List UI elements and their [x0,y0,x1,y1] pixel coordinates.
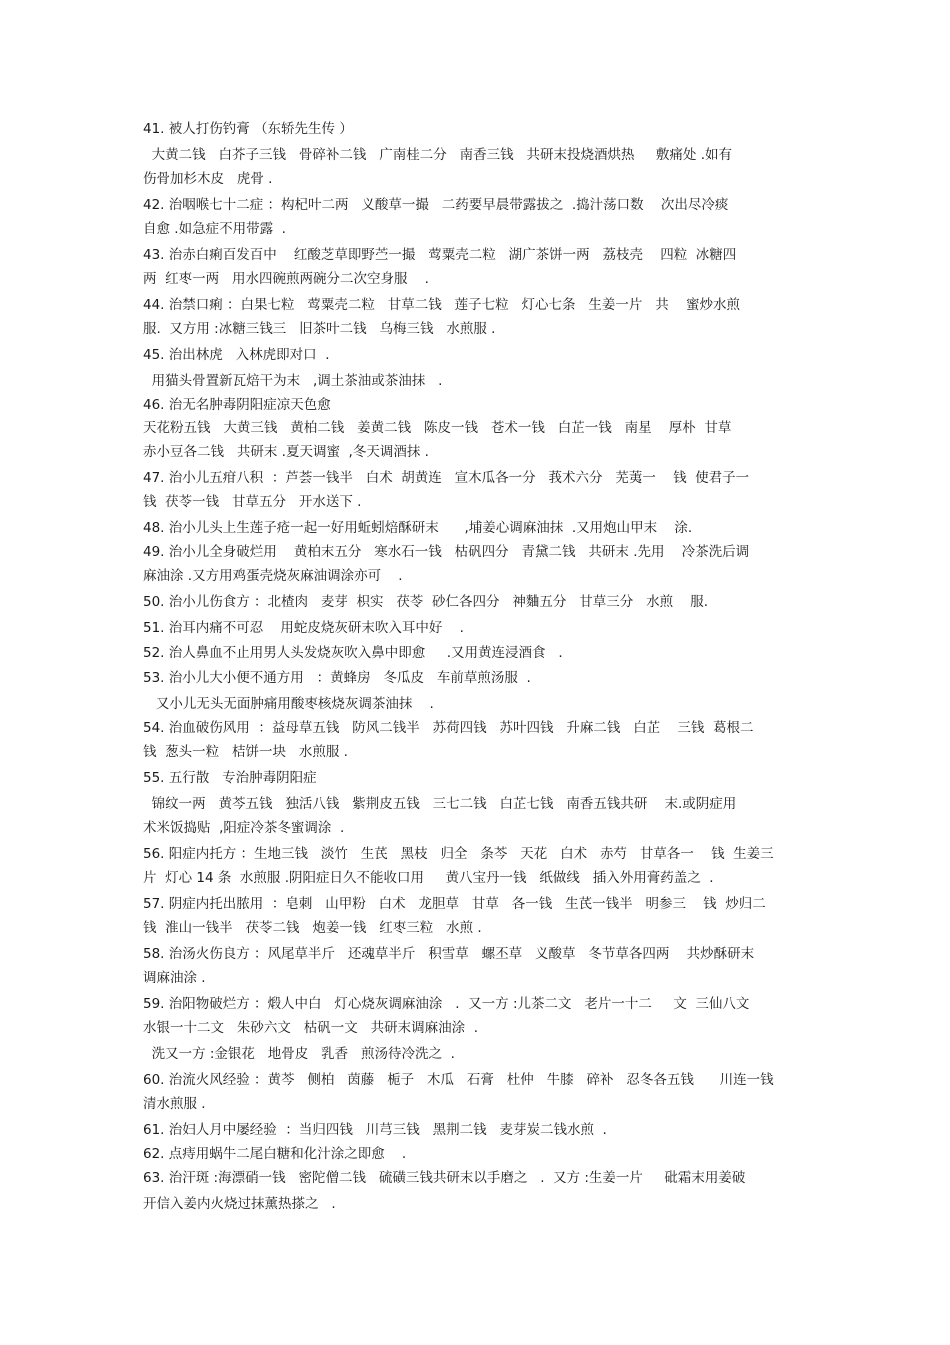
text-line: 49. 治小儿全身破烂用 黄柏末五分 寒水石一钱 枯矾四分 青黛二钱 共研末 .先用 冷茶洗后调 [143,544,750,560]
text-line: 天花粉五钱 大黄三钱 黄柏二钱 姜黄二钱 陈皮一钱 苍术一钱 白芷一钱 南星 厚朴 甘草 [143,420,732,436]
text-line: 62. 点痔用蜗牛二尾白糖和化汁涂之即愈 . [143,1146,407,1162]
text-line: 60. 治流火风经验 ：黄芩 侧柏 茵藤 栀子 木瓜 石膏 杜仲 牛膝 碎补 忍冬各五钱 川连一钱 [143,1072,774,1088]
text-line: 调麻油涂 . [143,970,206,986]
text-line: 45. 治出林虎 入林虎即对口 . [143,347,330,363]
text-line: 47. 治小儿五疳八积 ：芦荟一钱半 白术 胡黄连 宣木瓜各一分 莪术六分 芜荑一 钱 使君子一 [143,470,750,486]
text-line: 洗又一方 :金银花 地骨皮 乳香 煎汤待冷洗之 . [143,1046,455,1062]
text-line: 63. 治汗斑 :海漂硝一钱 密陀僧二钱 硫磺三钱共研末以手磨之 . 又方 :生姜一片 砒霜末用姜破 [143,1170,746,1186]
text-line: 56. 阳症内托方 ：生地三钱 淡竹 生芪 黑枝 归全 条芩 天花 白术 赤芍 甘草各一 钱 生姜三 [143,846,774,862]
text-line: 50. 治小儿伤食方 ：北楂肉 麦芽 枳实 茯苓 砂仁各四分 神麯五分 甘草三分 水煎 服. [143,594,709,610]
text-line: 钱 淮山一钱半 茯苓二钱 炮姜一钱 红枣三粒 水煎 . [143,920,482,936]
text-line: 51. 治耳内痛不可忍 用蛇皮烧灰研末吹入耳中好 . [143,620,464,636]
text-line: 59. 治阳物破烂方 ：煅人中白 灯心烧灰调麻油涂 . 又一方 :儿茶二文 老片一十二 文 三仙八文 [143,996,750,1012]
text-line: 58. 治汤火伤良方 ：风尾草半斤 还魂草半斤 积雪草 螺丕草 义酸草 冬节草各四两 共炒酥研末 [143,946,755,962]
text-line: 48. 治小儿头上生莲子疮一起一好用蚯蚓焙酥研末 ,埔姜心调麻油抹 .又用炮山甲末 涂. [143,520,693,536]
text-line: 清水煎服 . [143,1096,206,1112]
text-line: 钱 葱头一粒 桔饼一块 水煎服 . [143,744,348,760]
text-line: 伤骨加杉木皮 虎骨 . [143,171,273,187]
text-line: 两 红枣一两 用水四碗煎两碗分二次空身服 . [143,271,429,287]
text-line: 54. 治血破伤风用 ：益母草五钱 防风二钱半 苏荷四钱 苏叶四钱 升麻二钱 白芷 三钱 葛根二 [143,720,754,736]
text-line: 赤小豆各二钱 共研末 .夏天调蜜 ,冬天调酒抹 . [143,444,429,460]
text-line: 44. 治禁口痢 ：白果七粒 莺粟壳二粒 甘草二钱 莲子七粒 灯心七条 生姜一片 共 蜜炒水煎 [143,297,740,313]
text-line: 53. 治小儿大小便不通方用 ：黄蜂房 冬瓜皮 车前草煎汤服 . [143,670,531,686]
text-line: 麻油涂 .又方用鸡蛋壳烧灰麻油调涂亦可 . [143,568,403,584]
text-line: 55. 五行散 专治肿毒阴阳症 [143,770,317,786]
text-line: 46. 治无名肿毒阴阳症凉天色愈 [143,397,331,413]
text-line: 水银一十二文 朱砂六文 枯矾一文 共研末调麻油涂 . [143,1020,478,1036]
text-line: 57. 阴症内托出脓用 ：皂刺 山甲粉 白术 龙胆草 甘草 各一钱 生芪一钱半 明参三 钱 炒归二 [143,896,766,912]
text-line: 钱 茯苓一钱 甘草五分 开水送下 . [143,494,362,510]
text-line: 42. 治咽喉七十二症 ：构杞叶二两 义酸草一撮 二药要早晨带露拔之 .捣汁荡口数 次出尽冷痰 [143,197,729,213]
text-line: 服. 又方用 :冰糖三钱三 旧茶叶二钱 乌梅三钱 水煎服 . [143,321,496,337]
text-line: 片 灯心 14 条 水煎服 .阴阳症日久不能收口用 黄八宝丹一钱 纸做线 插入外用膏药盖之 . [143,870,714,886]
text-line: 开信入姜内火烧过抹薰热搽之 . [143,1196,336,1212]
text-line: 61. 治妇人月中屡经验 ：当归四钱 川芎三钱 黑荆二钱 麦芽炭二钱水煎 . [143,1122,607,1138]
text-line: 用猫头骨置新瓦焙干为末 ,调土茶油或茶油抹 . [143,373,443,389]
text-line: 43. 治赤白痢百发百中 红酸芝草即野苎一撮 莺粟壳二粒 湖广茶饼一两 荔枝壳 四粒 冰糖四 [143,247,737,263]
text-line: 41. 被人打伤钓膏 （东轿先生传 ） [143,121,353,137]
text-line: 自愈 .如急症不用带露 . [143,221,286,237]
text-line: 52. 治人鼻血不止用男人头发烧灰吹入鼻中即愈 .又用黄连浸酒食 . [143,645,563,661]
text-line: 锦纹一两 黄芩五钱 独活八钱 紫荆皮五钱 三七二钱 白芷七钱 南香五钱共研 末.或阴症用 [143,796,737,812]
text-line: 术米饭捣贴 ,阳症冷茶冬蜜调涂 . [143,820,345,836]
text-line: 大黄二钱 白芥子三钱 骨碎补二钱 广南桂二分 南香三钱 共研末投烧酒烘热 敷痛处 .如有 [143,147,732,163]
text-line: 又小儿无头无面肿痛用酸枣核烧灰调茶油抹 . [143,696,434,712]
